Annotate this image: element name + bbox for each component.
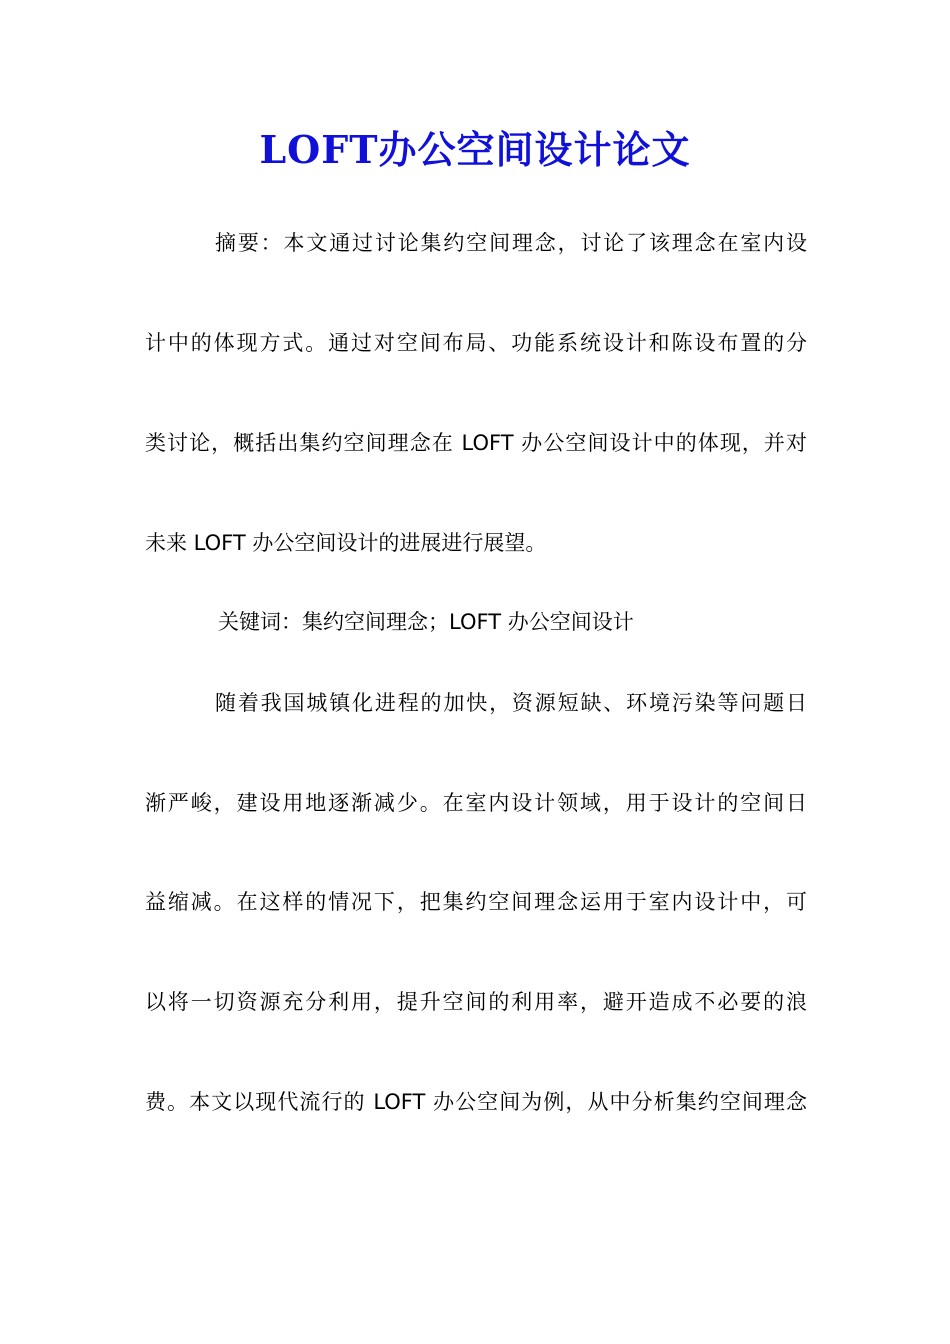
document-title: LOFT办公空间设计论文: [259, 127, 691, 172]
abstract-line-3: 类讨论，概括出集约空间理念在 LOFT 办公空间设计中的体现，并对: [145, 431, 807, 455]
keywords-line: 关键词：集约空间理念；LOFT 办公空间设计: [218, 610, 634, 634]
body-line-1: 随着我国城镇化进程的加快，资源短缺、环境污染等问题日: [215, 691, 807, 715]
body-line-3: 益缩减。在这样的情况下，把集约空间理念运用于室内设计中，可: [145, 890, 807, 914]
body-line-5: 费。本文以现代流行的 LOFT 办公空间为例，从中分析集约空间理念: [145, 1090, 807, 1114]
abstract-line-1: 摘要：本文通过讨论集约空间理念，讨论了该理念在室内设: [215, 231, 807, 255]
body-line-4: 以将一切资源充分利用，提升空间的利用率，避开造成不必要的浪: [145, 990, 807, 1014]
abstract-line-2: 计中的体现方式。通过对空间布局、功能系统设计和陈设布置的分: [145, 331, 807, 355]
abstract-line-4: 未来 LOFT 办公空间设计的进展进行展望。: [145, 531, 547, 555]
body-line-2: 渐严峻，建设用地逐渐减少。在室内设计领域，用于设计的空间日: [145, 791, 807, 815]
